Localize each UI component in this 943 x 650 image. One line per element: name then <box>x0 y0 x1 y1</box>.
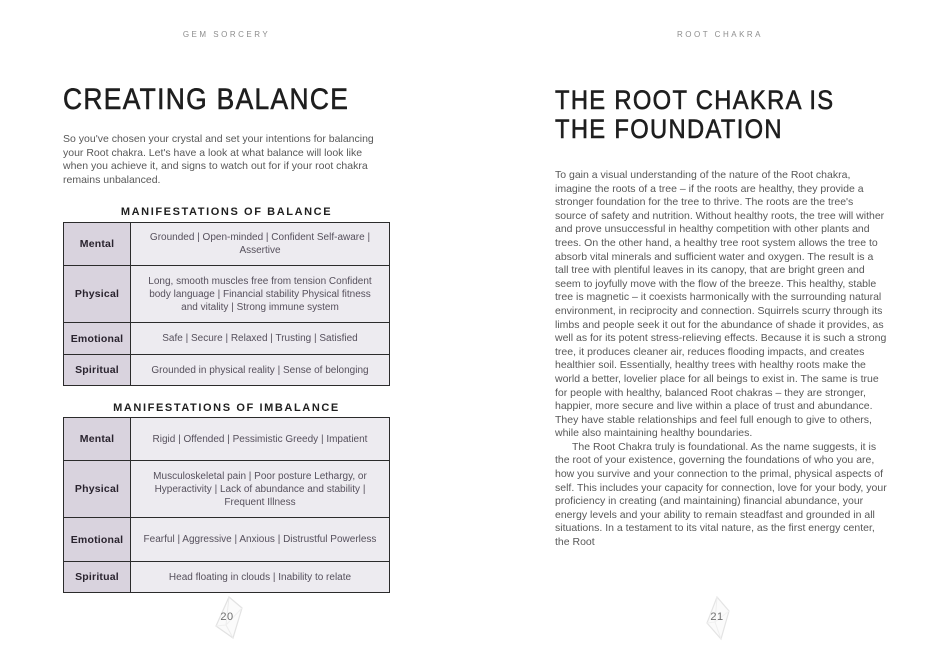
row-label: Mental <box>64 418 131 461</box>
row-label: Spiritual <box>64 355 131 386</box>
body-paragraph-2: The Root Chakra truly is foundational. As the name suggests, it is the root of your existence, governing the foundations of who you are, how you survive and your connection to the primal, physical aspects of self. This includes your capacity for connection, love for your body, your proficiency in creating (and maintaining) financial abundance, your energy levels and your ability to remain steadfast and grounded in all situations. In a testament to its vital nature, as the first energy center, the Root <box>555 440 887 549</box>
body-paragraph-1: To gain a visual understanding of the nature of the Root chakra, imagine the roots of a tree – if the roots are healthy, they provide a stronger foundation for the tree to thrive. The roots are the tree's source of safety and nutrition. Without healthy roots, the tree will wither and prove unsuccessful in healthy competition with other plants and trees. On the other hand, a healthy tree root system allows the tree to absorb vital minerals and sufficient water and oxygen. The result is a tall tree with plentiful leaves in its canopy, that are bright green and seem to joyfully move with the flow of the breeze. This healthy, stable tree is magnetic – it coexists harmonically with the surrounding natural environment, in reciprocity and connection. Squirrels scurry through its limbs and people seek it out for the abundance of shade it provides, as well as for its potent stress-relieving effects. Because it is such a strong tree, it produces cleaner air, reduces flooding impacts, and creates healthier soil. Essentially, healthy trees with healthy roots make the world a better, lovelier place for all beings to exist in. The same is true for people with healthy, balanced Root chakras – they are stronger, happier, more secure and live within a place of trust and abundance. They have stable relationships and feel full enough to give to others, while also maintaining healthy boundaries. <box>555 169 887 440</box>
table-row-spiritual <box>64 355 390 386</box>
row-value: Musculoskeletal pain | Poor posture Lethargy, or Hyperactivity | Lack of abundance and stability | Frequent Illness <box>131 461 390 518</box>
imbalance-table-title: MANIFESTATIONS OF IMBALANCE <box>113 402 340 414</box>
table-row-spiritual <box>64 562 390 593</box>
table-row-emotional <box>64 518 390 562</box>
row-value: Rigid | Offended | Pessimistic Greedy | Impatient <box>131 418 390 461</box>
page-footer-right <box>693 595 741 643</box>
table-row-physical <box>64 266 390 323</box>
page-number: 20 <box>220 611 234 623</box>
table-row-emotional <box>64 323 390 355</box>
running-head-left: GEM SORCERY <box>182 30 271 39</box>
table-row-mental <box>64 223 390 266</box>
right-page <box>555 0 885 650</box>
row-label: Emotional <box>64 323 131 355</box>
table-row-physical <box>64 461 390 518</box>
balance-table <box>63 222 390 386</box>
table-row-mental <box>64 418 390 461</box>
row-label: Mental <box>64 223 131 266</box>
page-footer-left <box>203 595 251 643</box>
balance-table-title: MANIFESTATIONS OF BALANCE <box>120 206 333 218</box>
row-label: Physical <box>64 266 131 323</box>
right-body-text <box>555 169 887 550</box>
right-page-title: THE ROOT CHAKRA IS THE FOUNDATION <box>555 85 835 144</box>
intro-paragraph: So you've chosen your crystal and set your intentions for balancing your Root chakra. Let's have a look at what balance will look like when you achieve it, and signs to watch out for if your root chakra remains unbalanced. <box>63 133 374 186</box>
row-value: Head floating in clouds | Inability to relate <box>131 562 390 593</box>
page-number: 21 <box>710 611 724 623</box>
row-label: Emotional <box>64 518 131 562</box>
row-value: Grounded in physical reality | Sense of belonging <box>131 355 390 386</box>
left-page-title: CREATING BALANCE <box>63 83 350 116</box>
running-head-right: ROOT CHAKRA <box>676 30 764 39</box>
imbalance-table <box>63 417 390 593</box>
row-label: Physical <box>64 461 131 518</box>
left-page <box>63 0 390 650</box>
row-value: Safe | Secure | Relaxed | Trusting | Satisfied <box>131 323 390 355</box>
row-value: Long, smooth muscles free from tension Confident body language | Financial stability Physical fitness and vitality | Strong immune system <box>131 266 390 323</box>
row-value: Fearful | Aggressive | Anxious | Distrustful Powerless <box>131 518 390 562</box>
row-label: Spiritual <box>64 562 131 593</box>
row-value: Grounded | Open-minded | Confident Self-aware | Assertive <box>131 223 390 266</box>
